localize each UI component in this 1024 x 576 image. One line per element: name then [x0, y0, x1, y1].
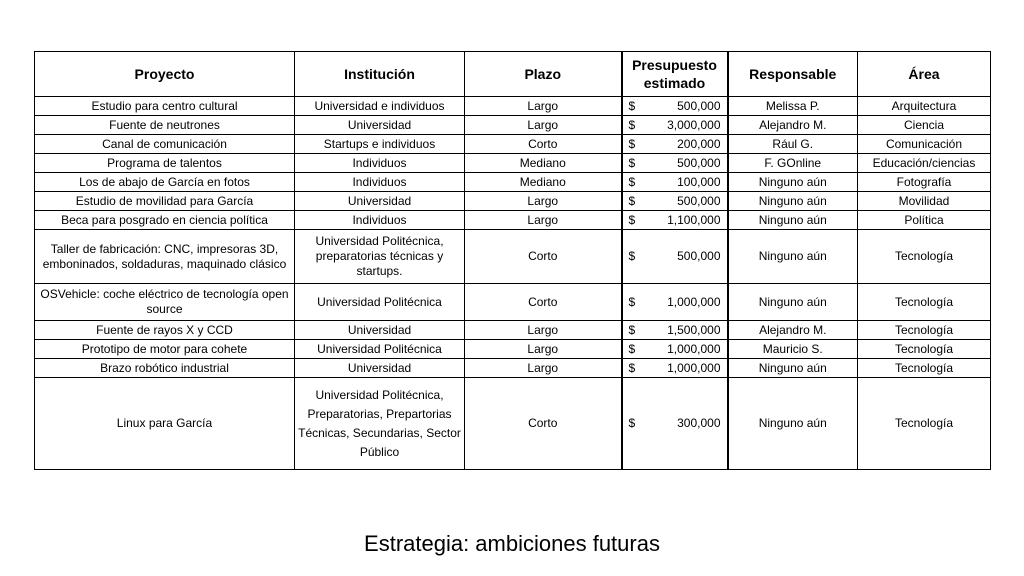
- cell-institucion: Universidad: [295, 116, 465, 135]
- budget-amount: 100,000: [677, 174, 721, 189]
- cell-institucion: Individuos: [295, 154, 465, 173]
- table-row: [35, 135, 991, 154]
- cell-proyecto: Canal de comunicación: [35, 135, 295, 154]
- budget-amount: 1,100,000: [667, 212, 721, 227]
- cell-area: Movilidad: [858, 192, 991, 211]
- cell-responsable: Mauricio S.: [728, 340, 858, 359]
- cell-plazo: Mediano: [465, 154, 622, 173]
- cell-responsable: Ninguno aún: [728, 192, 858, 211]
- cell-institucion: Universidad: [295, 359, 465, 378]
- cell-presupuesto: [622, 211, 728, 230]
- cell-presupuesto: [622, 230, 728, 284]
- cell-responsable: Alejandro M.: [728, 321, 858, 340]
- currency-symbol: $: [628, 212, 636, 227]
- cell-area: Tecnología: [858, 359, 991, 378]
- table-row: [35, 378, 991, 470]
- table-row: [35, 211, 991, 230]
- budget-amount: 500,000: [677, 98, 721, 113]
- header-institucion: Institución: [295, 52, 465, 97]
- cell-proyecto: Los de abajo de García en fotos: [35, 173, 295, 192]
- cell-responsable: Rául G.: [728, 135, 858, 154]
- header-responsable: Responsable: [728, 52, 858, 97]
- budget-amount: 200,000: [677, 136, 721, 151]
- budget-amount: 500,000: [677, 249, 721, 263]
- cell-plazo: Largo: [465, 97, 622, 116]
- cell-responsable: Ninguno aún: [728, 378, 858, 470]
- cell-presupuesto: [622, 192, 728, 211]
- cell-presupuesto: [622, 378, 728, 470]
- cell-proyecto: Taller de fabricación: CNC, impresoras 3D, emboninados, soldaduras, maquinado clásico: [35, 230, 295, 284]
- header-area: Área: [858, 52, 991, 97]
- cell-area: Tecnología: [858, 321, 991, 340]
- cell-institucion: Startups e individuos: [295, 135, 465, 154]
- table-row: [35, 359, 991, 378]
- cell-responsable: Ninguno aún: [728, 284, 858, 321]
- cell-presupuesto: [622, 284, 728, 321]
- cell-area: Política: [858, 211, 991, 230]
- header-presupuesto: Presupuesto estimado: [622, 52, 728, 97]
- cell-institucion: Individuos: [295, 173, 465, 192]
- currency-symbol: $: [628, 360, 636, 375]
- currency-symbol: $: [628, 322, 636, 337]
- cell-plazo: Largo: [465, 321, 622, 340]
- header-row: [35, 52, 991, 97]
- cell-proyecto: Fuente de rayos X y CCD: [35, 321, 295, 340]
- cell-institucion: Universidad Politécnica, Preparatorias, Prepartorias Técnicas, Secundarias, Sector Público: [295, 378, 465, 470]
- cell-proyecto: Beca para posgrado en ciencia política: [35, 211, 295, 230]
- currency-symbol: $: [628, 117, 636, 132]
- cell-presupuesto: [622, 359, 728, 378]
- projects-table: [34, 51, 991, 470]
- cell-area: Tecnología: [858, 378, 991, 470]
- budget-amount: 1,000,000: [667, 360, 721, 375]
- cell-responsable: Ninguno aún: [728, 173, 858, 192]
- table-row: [35, 230, 991, 284]
- budget-amount: 500,000: [677, 155, 721, 170]
- header-proyecto: Proyecto: [35, 52, 295, 97]
- cell-institucion: Universidad Politécnica, preparatorias técnicas y startups.: [295, 230, 465, 284]
- cell-institucion: Universidad e individuos: [295, 97, 465, 116]
- table-row: [35, 116, 991, 135]
- budget-amount: 1,000,000: [667, 294, 721, 309]
- cell-proyecto: Programa de talentos: [35, 154, 295, 173]
- cell-presupuesto: [622, 173, 728, 192]
- budget-amount: 3,000,000: [667, 117, 721, 132]
- cell-proyecto: OSVehicle: coche eléctrico de tecnología open source: [35, 284, 295, 321]
- cell-plazo: Corto: [465, 135, 622, 154]
- cell-plazo: Largo: [465, 359, 622, 378]
- currency-symbol: $: [628, 136, 636, 151]
- cell-plazo: Corto: [465, 378, 622, 470]
- table-row: [35, 321, 991, 340]
- cell-plazo: Largo: [465, 340, 622, 359]
- cell-presupuesto: [622, 321, 728, 340]
- budget-amount: 1,000,000: [667, 341, 721, 356]
- cell-area: Ciencia: [858, 116, 991, 135]
- cell-institucion: Individuos: [295, 211, 465, 230]
- cell-responsable: Ninguno aún: [728, 359, 858, 378]
- currency-symbol: $: [628, 193, 636, 208]
- cell-proyecto: Fuente de neutrones: [35, 116, 295, 135]
- table-row: [35, 97, 991, 116]
- cell-institucion: Universidad Politécnica: [295, 284, 465, 321]
- currency-symbol: $: [628, 341, 636, 356]
- cell-presupuesto: [622, 340, 728, 359]
- cell-proyecto: Linux para García: [35, 378, 295, 470]
- cell-plazo: Largo: [465, 116, 622, 135]
- currency-symbol: $: [628, 416, 636, 430]
- cell-area: Fotografía: [858, 173, 991, 192]
- currency-symbol: $: [628, 98, 636, 113]
- table-row: [35, 340, 991, 359]
- cell-area: Arquitectura: [858, 97, 991, 116]
- cell-presupuesto: [622, 135, 728, 154]
- cell-presupuesto: [622, 154, 728, 173]
- budget-amount: 500,000: [677, 193, 721, 208]
- currency-symbol: $: [628, 249, 636, 263]
- cell-proyecto: Prototipo de motor para cohete: [35, 340, 295, 359]
- table-row: [35, 192, 991, 211]
- cell-institucion: Universidad Politécnica: [295, 340, 465, 359]
- cell-institucion: Universidad: [295, 321, 465, 340]
- cell-plazo: Corto: [465, 230, 622, 284]
- table-row: [35, 284, 991, 321]
- cell-proyecto: Brazo robótico industrial: [35, 359, 295, 378]
- cell-area: Tecnología: [858, 340, 991, 359]
- currency-symbol: $: [628, 155, 636, 170]
- cell-responsable: F. GOnline: [728, 154, 858, 173]
- cell-presupuesto: [622, 116, 728, 135]
- cell-plazo: Mediano: [465, 173, 622, 192]
- slide-caption: Estrategia: ambiciones futuras: [364, 531, 660, 556]
- cell-area: Tecnología: [858, 230, 991, 284]
- cell-plazo: Corto: [465, 284, 622, 321]
- table-row: [35, 154, 991, 173]
- cell-area: Comunicación: [858, 135, 991, 154]
- budget-amount: 1,500,000: [667, 322, 721, 337]
- cell-area: Educación/ciencias: [858, 154, 991, 173]
- cell-plazo: Largo: [465, 211, 622, 230]
- cell-institucion: Universidad: [295, 192, 465, 211]
- budget-amount: 300,000: [677, 416, 721, 430]
- table-row: [35, 173, 991, 192]
- cell-responsable: Ninguno aún: [728, 230, 858, 284]
- cell-plazo: Largo: [465, 192, 622, 211]
- currency-symbol: $: [628, 294, 636, 309]
- cell-presupuesto: [622, 97, 728, 116]
- cell-proyecto: Estudio de movilidad para García: [35, 192, 295, 211]
- cell-proyecto: Estudio para centro cultural: [35, 97, 295, 116]
- header-plazo: Plazo: [465, 52, 622, 97]
- cell-responsable: Alejandro M.: [728, 116, 858, 135]
- cell-responsable: Ninguno aún: [728, 211, 858, 230]
- cell-responsable: Melissa P.: [728, 97, 858, 116]
- cell-area: Tecnología: [858, 284, 991, 321]
- currency-symbol: $: [628, 174, 636, 189]
